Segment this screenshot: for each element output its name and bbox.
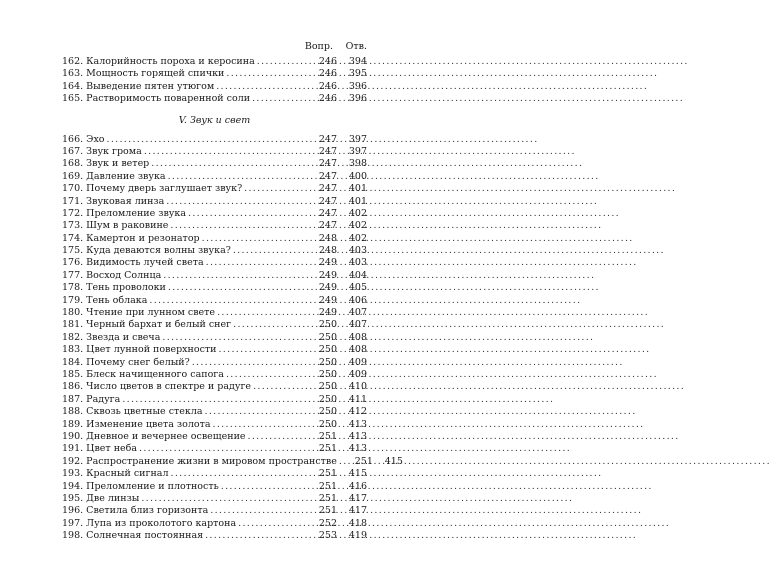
entry-title: 189. Изменение цвета золота: [62, 418, 211, 430]
column-header: [62, 40, 367, 54]
answer-page-number: 417: [348, 505, 367, 517]
question-page-number: 251: [318, 443, 337, 455]
dot-leader: [339, 456, 349, 468]
dot-leader: [213, 419, 313, 431]
dot-leader: [139, 443, 313, 455]
toc-entry: [62, 196, 367, 208]
dot-leader: [163, 270, 313, 282]
answer-page-number: 409: [348, 356, 367, 368]
answer-page-number: 395: [348, 68, 367, 80]
answer-page-number: 403: [348, 257, 367, 269]
answer-page-header: Отв.: [345, 41, 367, 52]
entry-title: 188. Сквозь цветные стекла: [62, 406, 203, 418]
question-page-number: 247: [318, 220, 337, 232]
entry-title: 186. Число цветов в спектре и радуге: [62, 381, 252, 393]
toc-entry: [62, 220, 367, 232]
dot-leader: [233, 245, 313, 257]
answer-page-number: 397: [348, 133, 367, 145]
entry-title: 179. Тень облака: [62, 294, 148, 306]
answer-page-number: 409: [348, 368, 367, 380]
dot-leader: [233, 319, 313, 331]
toc-entry: [62, 134, 367, 146]
answer-page-number: 404: [348, 269, 367, 281]
question-page-number: 250: [318, 393, 337, 405]
question-page-number: 246: [318, 56, 337, 67]
entry-title: 181. Черный бархат и белый снег: [62, 319, 232, 331]
toc-list-sound-and-light: [62, 133, 403, 543]
entry-title: 167. Звук грома: [62, 145, 142, 157]
question-page-number: 249: [318, 257, 337, 269]
answer-page-number: 402: [348, 232, 367, 244]
entry-title: 174. Камертон и резонатор: [62, 232, 200, 244]
question-page-number: 252: [318, 517, 337, 529]
dot-leader: [170, 220, 313, 232]
toc-entry: [62, 68, 367, 80]
answer-page-number: 401: [348, 195, 367, 207]
toc-entry: [62, 369, 367, 381]
question-page-number: 247: [318, 183, 337, 195]
dot-leader: [144, 146, 313, 158]
question-page-number: 251: [318, 505, 337, 517]
entry-title: 192. Распространение жизни в мировом пространстве: [62, 455, 337, 467]
dot-leader: [257, 56, 313, 68]
toc-entry: [62, 270, 367, 282]
question-page-number: 247: [318, 195, 337, 207]
question-page-number: 247: [318, 207, 337, 219]
dot-leader: [188, 208, 313, 220]
question-page-number: 251: [318, 492, 337, 504]
toc-entry: [62, 431, 367, 443]
question-page-number: 247: [318, 133, 337, 145]
toc-entry: [62, 295, 367, 307]
question-page-number: 250: [318, 319, 337, 331]
toc-entry: [62, 319, 367, 331]
dot-leader: [171, 468, 314, 480]
answer-page-number: 418: [348, 517, 367, 529]
toc-entry: [62, 332, 367, 344]
dot-leader: [166, 196, 313, 208]
toc-entry: [62, 183, 367, 195]
dot-leader: [226, 369, 313, 381]
entry-title: 166. Эхо: [62, 133, 105, 145]
entry-title: 187. Радуга: [62, 393, 121, 405]
toc-entry: [62, 381, 367, 393]
dot-leader: [252, 93, 313, 105]
toc-entry: [62, 158, 367, 170]
dot-leader: [253, 381, 313, 393]
dot-leader: [216, 81, 313, 93]
toc-entry: [62, 146, 367, 158]
dot-leader: [122, 394, 313, 406]
answer-page-number: 413: [348, 430, 367, 442]
dot-leader: [202, 233, 313, 245]
toc-entry: [62, 357, 367, 369]
answer-page-number: 396: [348, 80, 367, 92]
question-page-number: 251: [318, 480, 337, 492]
answer-page-number: 419: [348, 530, 367, 542]
toc-entry: [62, 171, 367, 183]
dot-leader: [107, 134, 313, 146]
dot-leader: [205, 406, 313, 418]
toc-entry: [62, 307, 367, 319]
answer-page-number: 396: [348, 93, 367, 105]
toc-entry: [62, 208, 367, 220]
question-page-number: 246: [318, 93, 337, 105]
question-page-number: 251: [318, 430, 337, 442]
dot-leader: [221, 481, 313, 493]
entry-title: 172. Преломление звука: [62, 207, 186, 219]
toc-list-top: [62, 56, 367, 106]
toc-entry: [62, 406, 367, 418]
toc-entry: [62, 419, 367, 431]
dot-leader: [238, 518, 313, 530]
toc-entry: [62, 394, 367, 406]
toc-entry: [62, 56, 367, 68]
question-page-number: 248: [318, 232, 337, 244]
dot-leader: [151, 158, 313, 170]
answer-page-number: 402: [348, 207, 367, 219]
answer-page-number: 415: [384, 455, 403, 467]
answer-page-number: 397: [348, 145, 367, 157]
entry-title: 176. Видимость лучей света: [62, 257, 204, 269]
entry-title: 165. Растворимость поваренной соли: [62, 93, 251, 105]
question-page-number: 249: [318, 282, 337, 294]
dot-leader: [141, 493, 313, 505]
question-page-number: 250: [318, 356, 337, 368]
answer-page-number: 412: [348, 406, 367, 418]
toc-entry: [62, 468, 367, 480]
toc-entry: [62, 481, 367, 493]
entry-title: 168. Звук и ветер: [62, 158, 150, 170]
dot-leader: [244, 183, 313, 195]
question-page-number: 250: [318, 368, 337, 380]
answer-page-number: 417: [348, 492, 367, 504]
entry-title: 196. Светила близ горизонта: [62, 505, 209, 517]
entry-title: 183. Цвет лунной поверхности: [62, 344, 217, 356]
question-page-number: 250: [318, 381, 337, 393]
dot-leader: [192, 357, 313, 369]
question-page-number: 249: [318, 307, 337, 319]
entry-title: 193. Красный сигнал: [62, 468, 169, 480]
answer-page-number: 415: [348, 468, 367, 480]
answer-page-number: 413: [348, 418, 367, 430]
toc-entry: [62, 282, 367, 294]
dot-leader: [149, 295, 313, 307]
question-page-number: 246: [318, 68, 337, 80]
entry-title: 182. Звезда и свеча: [62, 331, 161, 343]
section-heading: V. Звук и свет: [178, 114, 251, 126]
entry-title: 197. Лупа из проколотого картона: [62, 517, 237, 529]
answer-page-number: 400: [348, 170, 367, 182]
answer-page-number: 401: [348, 183, 367, 195]
dot-leader: [168, 282, 313, 294]
answer-page-number: 403: [348, 245, 367, 257]
toc-entry: [62, 81, 367, 93]
answer-page-number: 413: [348, 443, 367, 455]
question-page-header: Вопр.: [304, 41, 333, 52]
question-page-number: 253: [318, 530, 337, 542]
dot-leader: [210, 505, 313, 517]
entry-title: 195. Две линзы: [62, 492, 140, 504]
answer-page-number: 407: [348, 307, 367, 319]
toc-entry: [62, 233, 367, 245]
entry-title: 170. Почему дверь заглушает звук?: [62, 183, 243, 195]
answer-page-number: 408: [348, 331, 367, 343]
answer-page-number: 402: [348, 220, 367, 232]
dot-leader: [226, 68, 313, 80]
question-page-number: 250: [318, 331, 337, 343]
dot-leader: [206, 257, 313, 269]
dot-leader: [218, 344, 313, 356]
question-page-number: 251: [318, 468, 337, 480]
entry-title: 173. Шум в раковине: [62, 220, 169, 232]
toc-entry: [62, 518, 367, 530]
toc-entry: [62, 245, 367, 257]
question-page-number: 248: [318, 245, 337, 257]
entry-title: 177. Восход Солнца: [62, 269, 162, 281]
entry-title: 191. Цвет неба: [62, 443, 138, 455]
toc-entry: [62, 505, 367, 517]
table-of-contents-page: [62, 40, 403, 542]
toc-entry: [62, 344, 367, 356]
entry-title: 164. Выведение пятен утюгом: [62, 80, 215, 92]
toc-entry: [62, 93, 367, 105]
toc-entry: [62, 493, 367, 505]
entry-title: 184. Почему снег белый?: [62, 356, 190, 368]
question-page-number: 250: [318, 344, 337, 356]
question-page-number: 249: [318, 269, 337, 281]
entry-title: 178. Тень проволоки: [62, 282, 166, 294]
entry-title: 175. Куда деваются волны звука?: [62, 245, 231, 257]
answer-page-number: 407: [348, 319, 367, 331]
question-page-number: 246: [318, 80, 337, 92]
toc-entry: [62, 257, 367, 269]
toc-entry: [62, 455, 403, 468]
answer-page-number: 410: [348, 381, 367, 393]
answer-page-number: 416: [348, 480, 367, 492]
dot-leader: [168, 171, 313, 183]
answer-page-number: 398: [348, 158, 367, 170]
answer-page-number: 406: [348, 294, 367, 306]
question-page-number: 247: [318, 170, 337, 182]
answer-page-number: 408: [348, 344, 367, 356]
dot-leader: [162, 332, 313, 344]
question-page-number: 247: [318, 158, 337, 170]
entry-title: 180. Чтение при лунном свете: [62, 307, 216, 319]
toc-entry: [62, 530, 367, 542]
answer-page-number: 411: [348, 393, 367, 405]
entry-title: 194. Преломление и плотность: [62, 480, 219, 492]
entry-title: 198. Солнечная постоянная: [62, 530, 204, 542]
dot-leader: [205, 530, 313, 542]
answer-page-number: 405: [348, 282, 367, 294]
dot-leader: [248, 431, 313, 443]
entry-title: 190. Дневное и вечернее освещение: [62, 430, 246, 442]
question-page-number: 247: [318, 145, 337, 157]
entry-title: 169. Давление звука: [62, 170, 166, 182]
question-page-number: 249: [318, 294, 337, 306]
question-page-number: 250: [318, 418, 337, 430]
entry-title: 162. Калорийность пороха и керосина: [62, 56, 255, 67]
answer-page-number: 394: [348, 56, 367, 67]
entry-title: 171. Звуковая линза: [62, 195, 165, 207]
entry-title: 185. Блеск начищенного сапога: [62, 368, 224, 380]
question-page-number: 250: [318, 406, 337, 418]
dot-leader: [217, 307, 313, 319]
entry-title: 163. Мощность горящей спички: [62, 68, 225, 80]
question-page-number: 251: [354, 455, 373, 467]
toc-entry: [62, 443, 367, 455]
